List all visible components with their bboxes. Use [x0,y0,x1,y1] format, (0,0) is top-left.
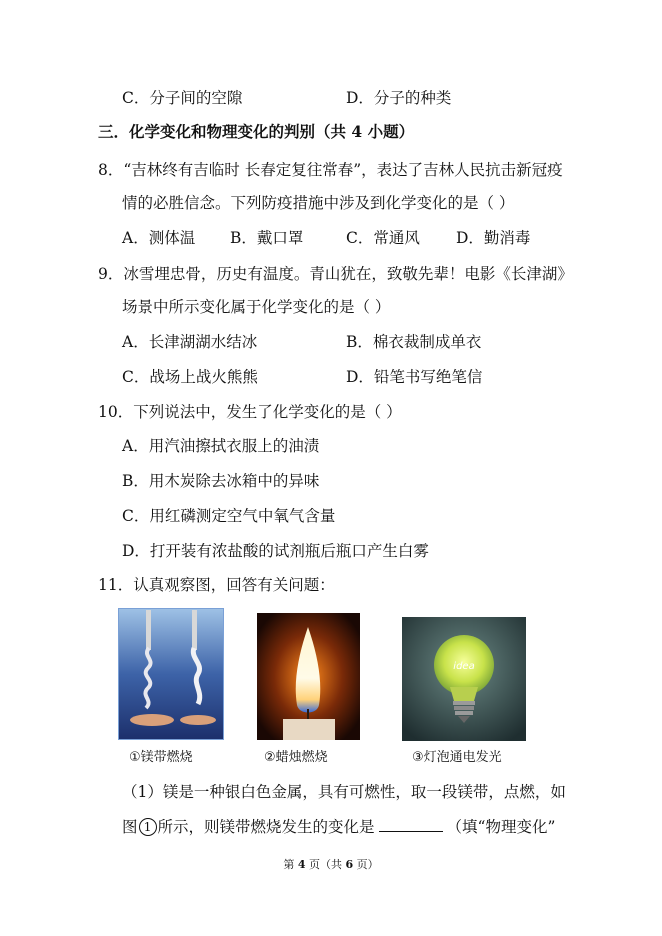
q7-option-d: D．分子的种类 [346,89,452,107]
q10-option-b: B．用木炭除去冰箱中的异味 [122,472,320,490]
caption-bulb: ③灯泡通电发光 [412,750,502,765]
q11-sub1-post: （填“物理变化” [446,818,556,836]
footer-total-pages: 6 [345,858,354,871]
q9-option-a: A．长津湖湖水结冰 [122,333,258,351]
caption-candle: ②蜡烛燃烧 [264,750,328,765]
q9-option-c: C．战场上战火熊熊 [122,368,258,386]
bulb-idea-text: idea [453,661,475,672]
q10-option-a: A．用汽油擦拭衣服上的油渍 [122,437,320,455]
q11-sub1-line-1: （1）镁是一种银白色金属，具有可燃性，取一段镁带，点燃，如 [122,783,566,801]
answer-blank[interactable] [379,817,443,832]
q9-line-2: 场景中所示变化属于化学变化的是（ ） [122,298,391,316]
magnesium-ribbon-image [118,608,224,740]
q8-option-d: D．勤消毒 [456,229,531,247]
section-title: 三．化学变化和物理变化的判别（共 4 小题） [98,122,415,141]
q11-sub1-line-2 [122,817,555,837]
footer-mid: 页（共 [305,858,346,871]
q8-line-2: 情的必胜信念。下列防疫措施中涉及到化学变化的是（ ） [122,194,515,212]
q11-sub1-pre: 图 [122,818,138,836]
q9-option-d: D．铅笔书写绝笔信 [346,368,483,386]
candle-flame-image [257,613,360,740]
q11-line-1: 11．认真观察图，回答有关问题： [98,576,335,594]
q11-sub1-mid: 所示，则镁带燃烧发生的变化是 [157,818,375,836]
q10-option-d: D．打开装有浓盐酸的试剂瓶后瓶口产生白雾 [122,542,429,560]
light-bulb-image [402,617,526,741]
caption-magnesium: ①镁带燃烧 [129,750,193,765]
q9-line-1: 9．冰雪埋忠骨，历史有温度。青山犹在，致敬先辈！电影《长津湖》 [98,265,573,283]
footer-pre: 第 [283,858,298,871]
q8-option-b: B．戴口罩 [230,229,304,247]
q9-option-b: B．棉衣裁制成单衣 [346,333,482,351]
q8-line-1: 8．“吉林终有吉临时 长春定复往常春”，表达了吉林人民抗击新冠疫 [98,161,563,179]
q8-option-a: A．测体温 [122,229,196,247]
footer-page-number: 4 [297,858,306,871]
q10-line-1: 10．下列说法中，发生了化学变化的是（ ） [98,403,402,421]
q7-option-c: C．分子间的空隙 [122,89,243,107]
q8-option-c: C．常通风 [346,229,420,247]
footer-post: 页） [353,858,379,871]
page-footer [0,858,662,872]
figure-number-circle: 1 [139,818,157,836]
q10-option-c: C．用红磷测定空气中氧气含量 [122,507,336,525]
